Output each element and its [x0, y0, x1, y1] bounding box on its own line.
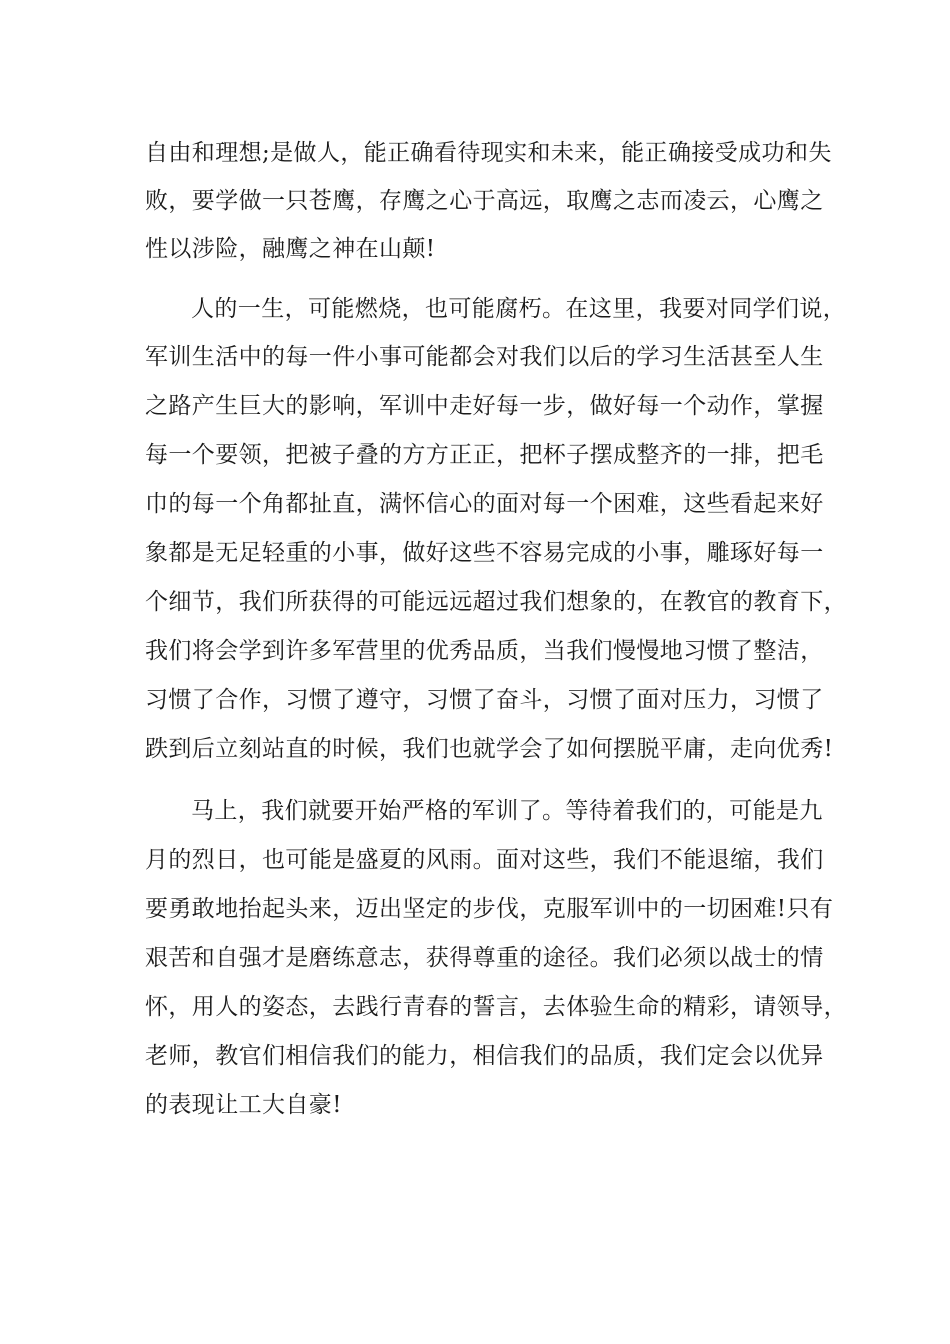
paragraph-2-line-7: 个细节，我们所获得的可能远远超过我们想象的，在教官的教育下， [145, 589, 847, 615]
paragraph-3-line-7: 的表现让工大自豪! [145, 1092, 342, 1118]
paragraph-2-line-3: 之路产生巨大的影响，军训中走好每一步，做好每一个动作，掌握 [145, 393, 824, 419]
paragraph-2-line-10: 跌到后立刻站直的时候，我们也就学会了如何摆脱平庸，走向优秀! [145, 736, 834, 762]
paragraph-2-line-9: 习惯了合作，习惯了遵守，习惯了奋斗，习惯了面对压力，习惯了 [145, 687, 824, 713]
paragraph-2-line-5: 巾的每一个角都扯直，满怀信心的面对每一个困难，这些看起来好 [145, 491, 824, 517]
paragraph-3-line-2: 月的烈日，也可能是盛夏的风雨。面对这些，我们不能退缩，我们 [145, 847, 824, 873]
paragraph-3-line-5: 怀，用人的姿态，去践行青春的誓言，去体验生命的精彩，请领导， [145, 994, 847, 1020]
paragraph-3-line-1: 马上，我们就要开始严格的军训了。等待着我们的，可能是九 [191, 798, 823, 824]
paragraph-2-line-4: 每一个要领，把被子叠的方方正正，把杯子摆成整齐的一排，把毛 [145, 442, 824, 468]
paragraph-1-line-2: 败，要学做一只苍鹰，存鹰之心于高远，取鹰之志而凌云，心鹰之 [145, 188, 824, 214]
paragraph-2-line-2: 军训生活中的每一件小事可能都会对我们以后的学习生活甚至人生 [145, 344, 824, 370]
paragraph-3-line-3: 要勇敢地抬起头来，迈出坚定的步伐，克服军训中的一切困难!只有 [145, 896, 834, 922]
paragraph-3-line-6: 老师，教官们相信我们的能力，相信我们的品质，我们定会以优异 [145, 1043, 824, 1069]
paragraph-1-line-3: 性以涉险，融鹰之神在山颠! [145, 236, 436, 262]
paragraph-1-line-1: 自由和理想;是做人，能正确看待现实和未来，能正确接受成功和失 [145, 140, 832, 166]
paragraph-2-line-8: 我们将会学到许多军营里的优秀品质，当我们慢慢地习惯了整洁， [145, 638, 824, 664]
paragraph-2-line-6: 象都是无足轻重的小事，做好这些不容易完成的小事，雕琢好每一 [145, 540, 824, 566]
paragraph-2-line-1: 人的一生，可能燃烧，也可能腐朽。在这里，我要对同学们说， [191, 296, 847, 322]
paragraph-3-line-4: 艰苦和自强才是磨练意志，获得尊重的途径。我们必须以战士的情 [145, 945, 824, 971]
